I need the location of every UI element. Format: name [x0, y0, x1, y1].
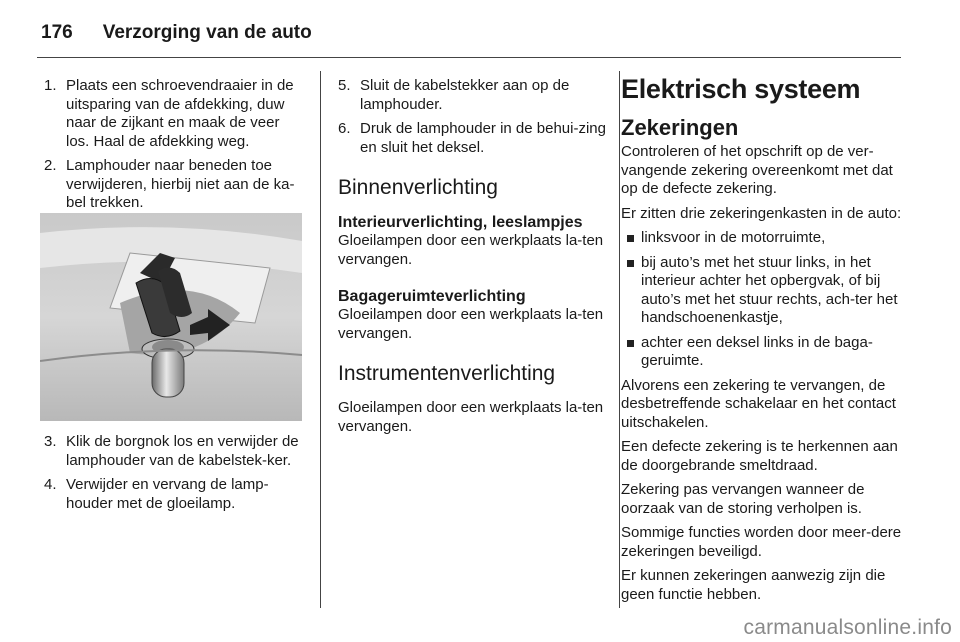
page-title: Verzorging van de auto [102, 22, 312, 43]
paragraph: Er kunnen zekeringen aanwezig zijn die geen functie hebben. [621, 567, 886, 603]
fuse-box-list [621, 229, 906, 371]
step-text: Klik de borgnok los en verwijder de lamphouder van de kabelstek-ker. [66, 433, 299, 469]
paragraph: Controleren of het opschrift op de ver-vangende zekering overeenkomt met dat op de defecte zekering. [621, 143, 893, 197]
step-item: 2. Lamphouder naar beneden toe verwijderen, hierbij niet aan de ka-bel trekken. [44, 157, 295, 211]
column-divider-1 [320, 71, 321, 608]
page-number: 176 [41, 22, 73, 43]
column-divider-2 [619, 71, 620, 608]
watermark: carmanualsonline.info [743, 616, 952, 639]
step-text: Lamphouder naar beneden toe verwijderen, hierbij niet aan de ka-bel trekken. [66, 157, 295, 211]
list-item: linksvoor in de motorruimte, [621, 229, 906, 248]
steps-list-a [44, 77, 306, 213]
bullet-icon [627, 260, 634, 267]
step-item: 6. Druk de lamphouder in de behui-zing en sluit het deksel. [338, 120, 606, 156]
section-title-instrumenten: Instrumentenverlichting [338, 362, 556, 385]
subsection-title-interieur: Interieurverlichting, leeslampjes [338, 214, 583, 231]
step-item: 4. Verwijder en vervang de lamp-houder met de gloeilamp. [44, 476, 269, 512]
step-text: Plaats een schroevendraaier in de uitsparing van de afdekking, duw naar de zijkant en maak de veer los. Haal de afdekking weg. [66, 77, 294, 150]
step-item: 1. Plaats een schroevendraaier in de uitsparing van de afdekking, duw naar de zijkant en maak de veer los. Haal de afdekking weg. [44, 77, 294, 150]
step-text: Druk de lamphouder in de behui-zing en sluit het deksel. [360, 120, 606, 156]
column-3 [621, 73, 906, 610]
header-rule [37, 57, 901, 58]
paragraph: Een defecte zekering is te herkennen aan de doorgebrande smeltdraad. [621, 438, 898, 474]
subsection-text-interieur: Gloeilampen door een werkplaats la-ten vervangen. [338, 232, 604, 268]
steps-list-b [44, 433, 306, 513]
column-1-lower [44, 433, 306, 519]
section-title-zekeringen: Zekeringen [621, 115, 739, 140]
paragraph: Zekering pas vervangen wanneer de oorzaak van de storing verholpen is. [621, 481, 865, 517]
paragraph: Sommige functies worden door meer-dere zekeringen beveiligd. [621, 524, 902, 560]
step-text: Verwijder en vervang de lamp-houder met de gloeilamp. [66, 476, 269, 512]
list-item: bij auto’s met het stuur links, in het interieur achter het opbergvak, of bij auto’s met het stuur rechts, ach-ter het handschoenenkastje, [621, 254, 906, 328]
steps-list-c [338, 77, 608, 157]
chapter-title: Elektrisch systeem [621, 74, 861, 104]
paragraph: Er zitten drie zekeringenkasten in de auto: [621, 204, 902, 222]
page-header [41, 18, 312, 48]
column-1 [44, 77, 306, 219]
subsection-title-bagageruimte: Bagageruimteverlichting [338, 288, 526, 305]
lamp-holder-photo [40, 213, 302, 421]
paragraph: Alvorens een zekering te vervangen, de desbetreffende schakelaar en het contact uitschakelen. [621, 376, 896, 431]
bullet-icon [627, 340, 634, 347]
section-text-instrumenten: Gloeilampen door een werkplaats la-ten vervangen. [338, 399, 604, 435]
subsection-text-bagageruimte: Gloeilampen door een werkplaats la-ten vervangen. [338, 306, 604, 342]
column-2 [338, 77, 608, 442]
step-text: Sluit de kabelstekker aan op de lamphouder. [360, 77, 570, 113]
section-title-binnenverlichting: Binnenverlichting [338, 176, 498, 199]
list-item: achter een deksel links in de baga-geruimte. [621, 334, 906, 371]
bullet-icon [627, 235, 634, 242]
step-item: 3. Klik de borgnok los en verwijder de lamphouder van de kabelstek-ker. [44, 433, 299, 469]
step-item: 5. Sluit de kabelstekker aan op de lamphouder. [338, 77, 570, 113]
